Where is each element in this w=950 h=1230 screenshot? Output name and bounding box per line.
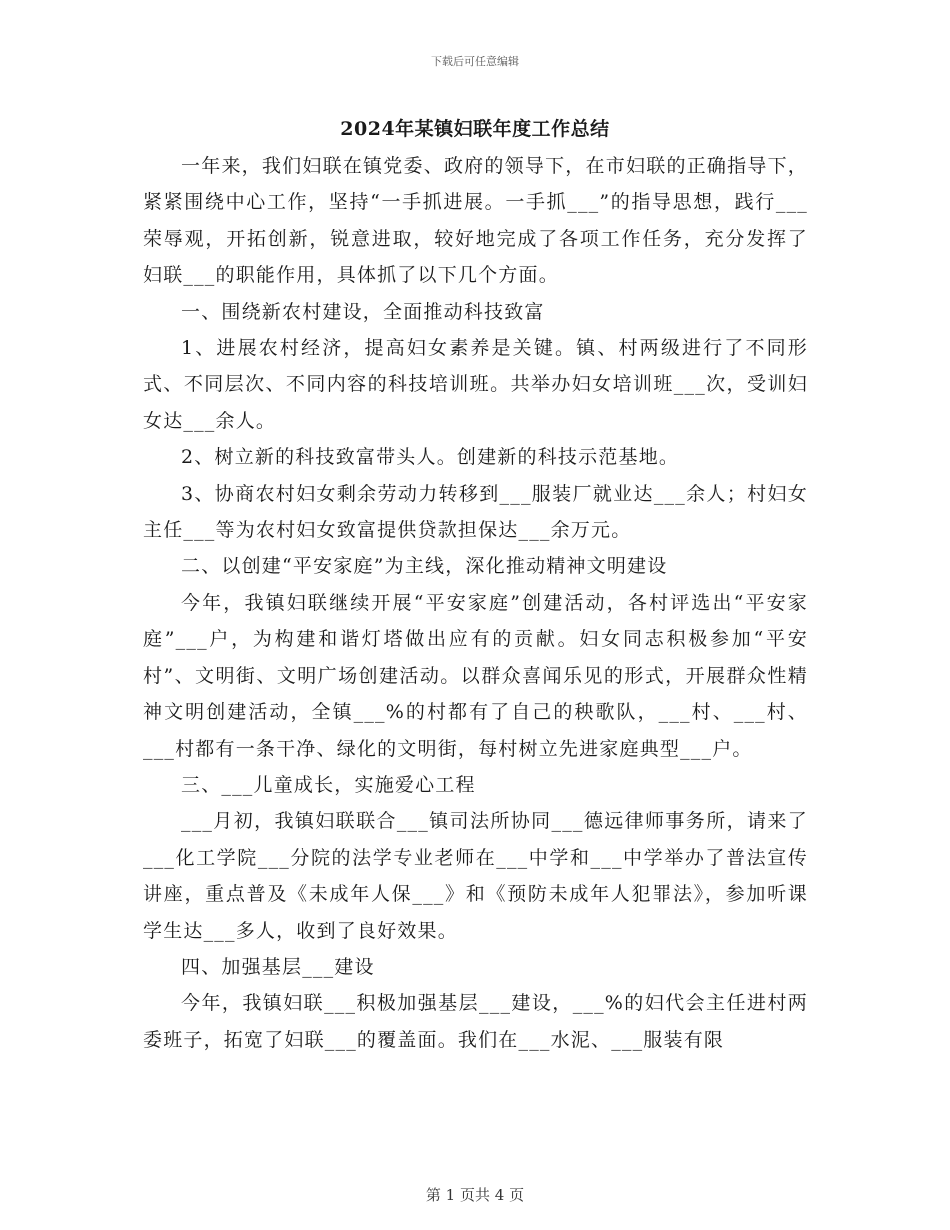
page-header: 下载后可任意编辑 — [431, 55, 519, 68]
section-heading-1: 一、围绕新农村建设，全面推动科技致富 — [181, 300, 545, 323]
paragraph: 3、协商农村妇女剩余劳动力转移到___服装厂就业达___余人；村妇女主任___等为农村妇女致富提供贷款担保达___余万元。 — [143, 482, 808, 542]
paragraph: 今年，我镇妇联继续开展“平安家庭”创建活动，各村评选出“平安家庭”___户，为构建和谐灯塔做出应有的贡献。妇女同志积极参加“平安村”、文明街、文明广场创建活动。以群众喜闻乐见的形式，开展群众性精神文明创建活动，全镇___%的村都有了自己的秧歌队，___村、___村、___村都有一条干净、绿化的文明街，每村树立先进家庭典型___户。 — [143, 591, 808, 760]
section-heading-4: 四、加强基层___建设 — [181, 955, 375, 978]
document-title: 2024年某镇妇联年度工作总结 — [340, 118, 610, 140]
paragraph: ___月初，我镇妇联联合___镇司法所协同___德远律师事务所，请来了___化工学院___分院的法学专业老师在___中学和___中学举办了普法宣传讲座，重点普及《未成年人保___》和《预防未成年人犯罪法》，参加听课学生达___多人，收到了良好效果。 — [143, 810, 808, 942]
document-body — [143, 148, 808, 1058]
section-heading-3: 三、___儿童成长，实施爱心工程 — [181, 773, 476, 796]
paragraph: 2、树立新的科技致富带头人。创建新的科技示范基地。 — [181, 446, 680, 469]
paragraph-intro: 一年来，我们妇联在镇党委、政府的领导下，在市妇联的正确指导下，紧紧围绕中心工作，坚持“一手抓进展。一手抓___”的指导思想，践行___荣辱观，开拓创新，锐意进取，较好地完成了各项工作任务，充分发挥了妇联___的职能作用，具体抓了以下几个方面。 — [143, 155, 808, 287]
paragraph: 1、进展农村经济，提高妇女素养是关键。镇、村两级进行了不同形式、不同层次、不同内容的科技培训班。共举办妇女培训班___次，受训妇女达___余人。 — [143, 337, 808, 432]
paragraph: 今年，我镇妇联___积极加强基层___建设，___%的妇代会主任进村两委班子，拓宽了妇联___的覆盖面。我们在___水泥、___服装有限 — [143, 992, 808, 1051]
page-footer: 第 1 页共 4 页 — [425, 1186, 525, 1204]
section-heading-2: 二、以创建“平安家庭”为主线，深化推动精神文明建设 — [181, 555, 668, 578]
